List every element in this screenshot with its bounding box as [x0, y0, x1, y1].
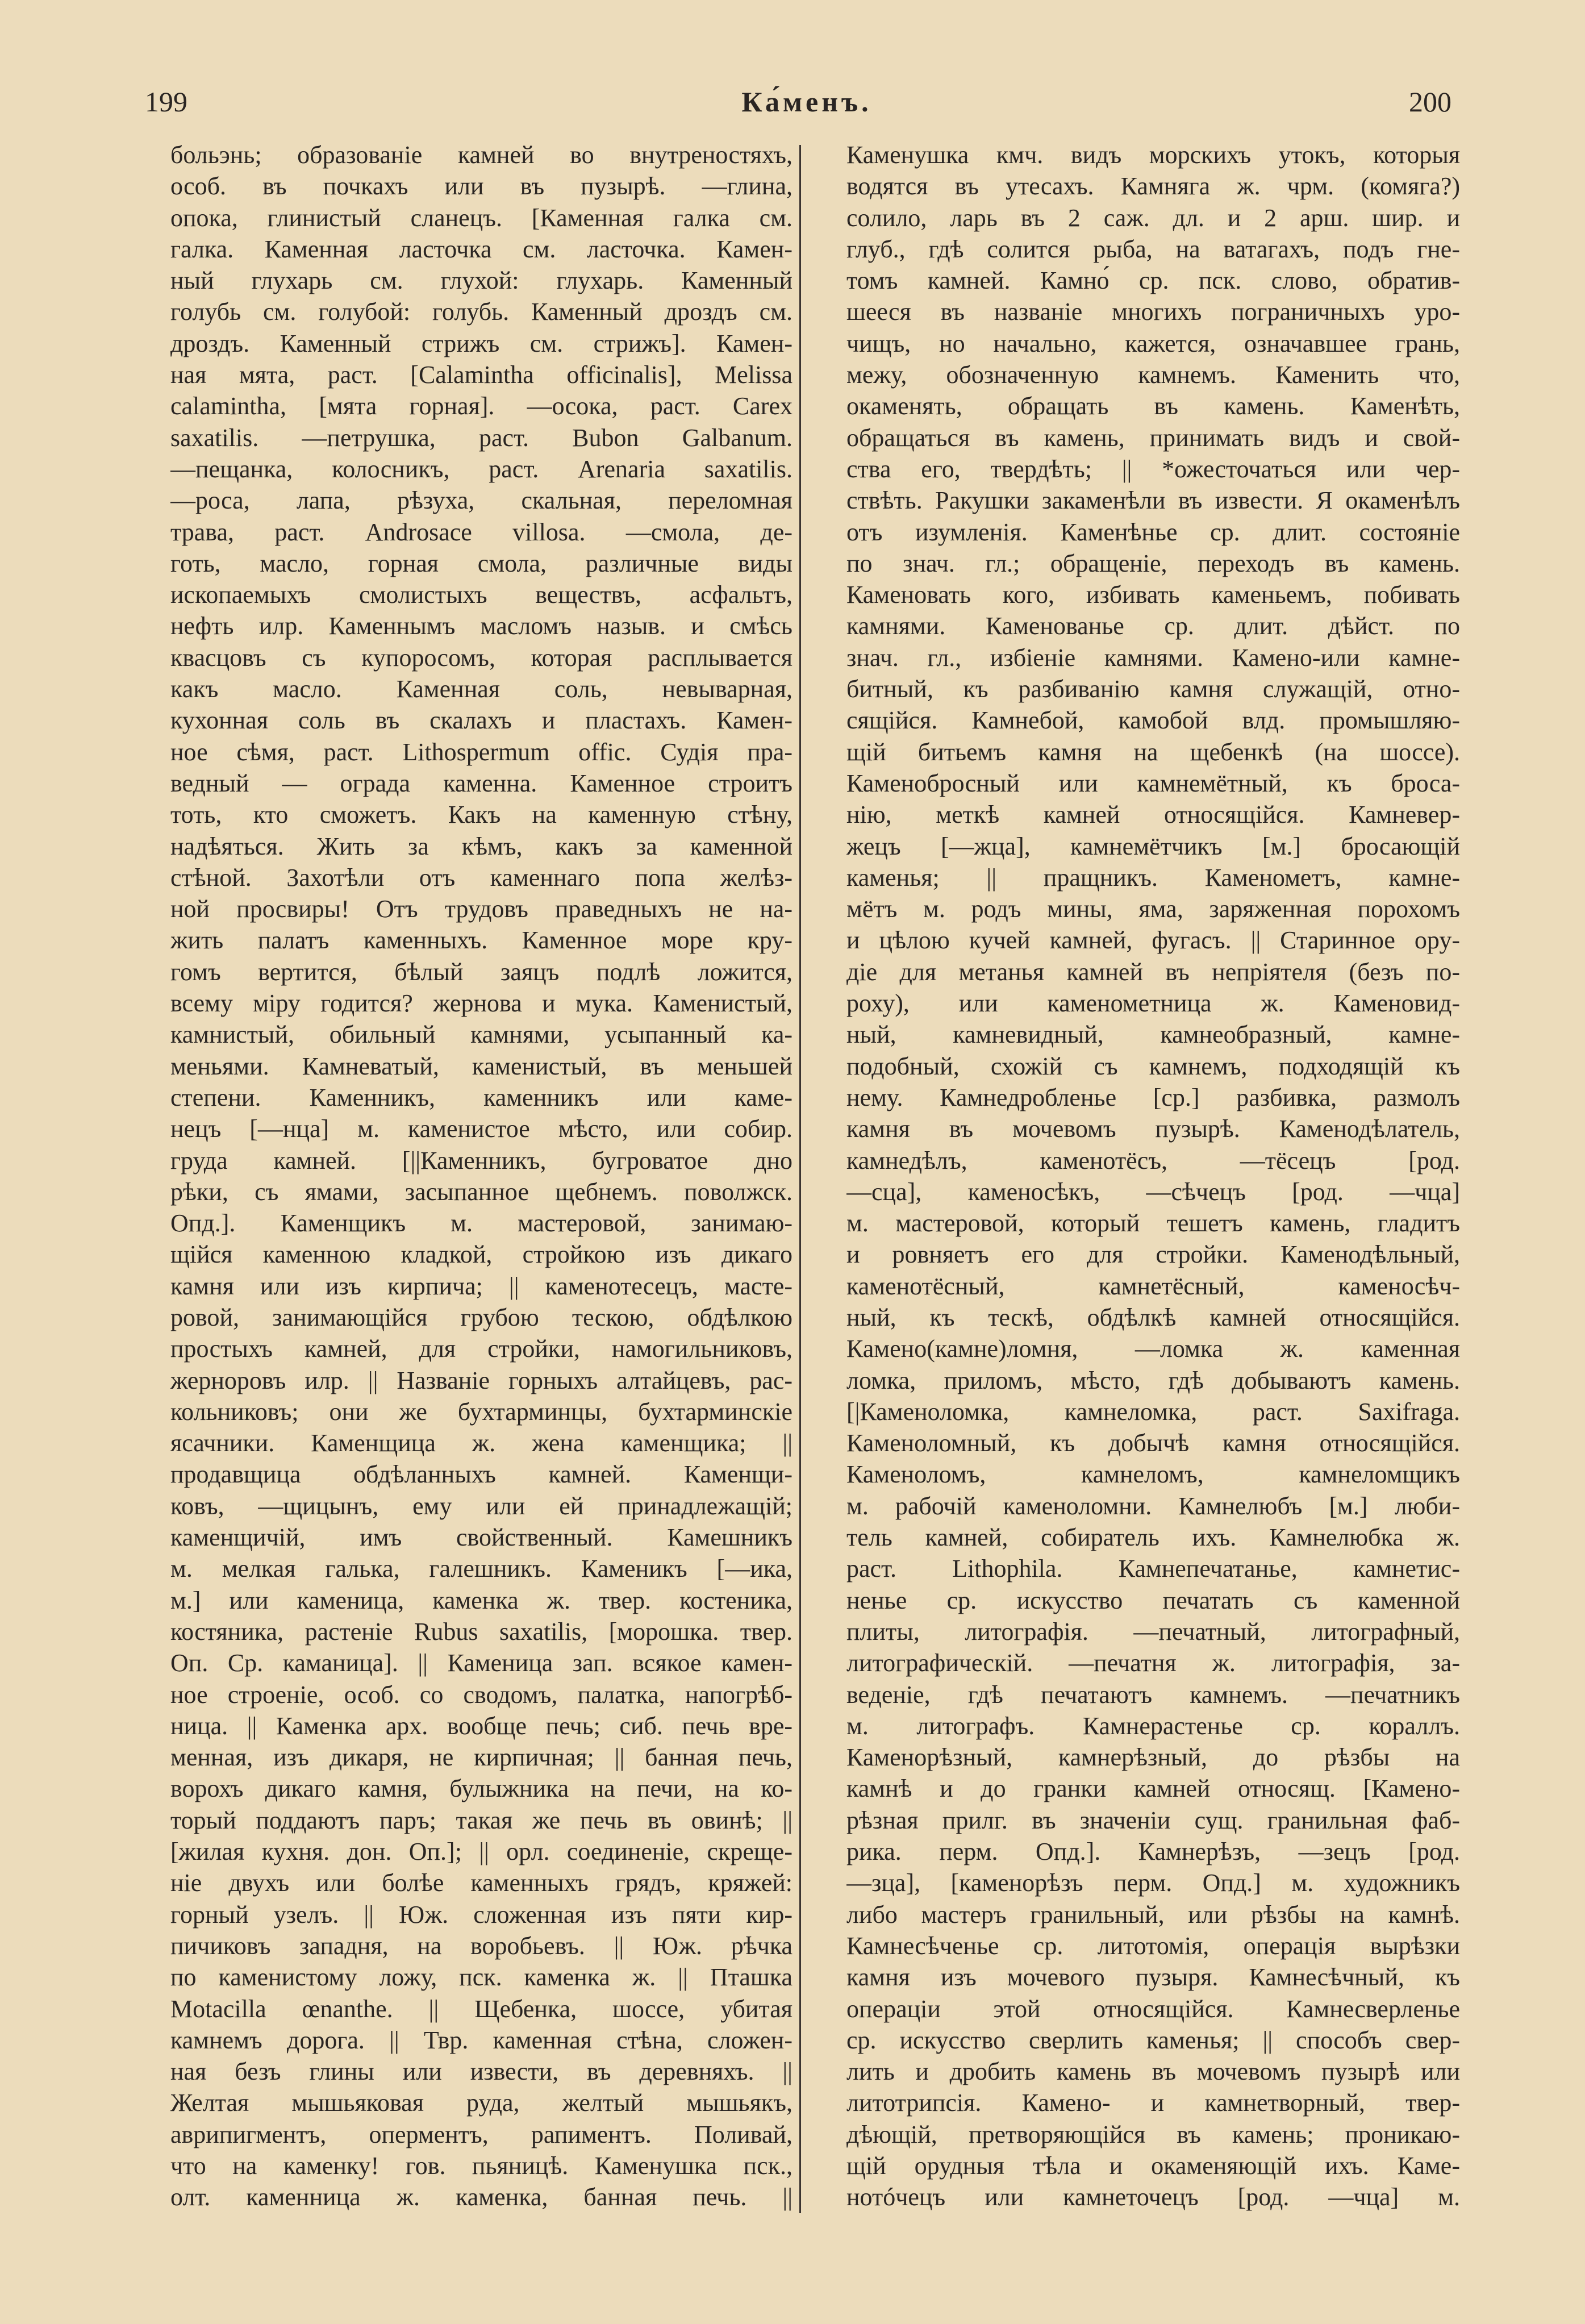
- text-line: камнями. Каменованье ср. длит. дѣйст. по: [846, 612, 1460, 640]
- text-line: плиты, литографія. —печатный, литографный,: [846, 1617, 1460, 1646]
- text-line: —сца], каменосѣкъ, —сѣчецъ [род. —чца]: [846, 1177, 1460, 1206]
- text-line: тель камней, собиратель ихъ. Камнелюбка ж.: [846, 1523, 1460, 1552]
- right-column: [846, 139, 1460, 2213]
- running-head: Ка́менъ.: [741, 86, 872, 118]
- text-line: груда камней. [||Каменникъ, бугроватое дно: [170, 1146, 792, 1175]
- text-line: обращаться въ камень, принимать видъ и свой-: [846, 423, 1460, 452]
- text-line: аврипигментъ, оперментъ, рапиментъ. Поливай,: [170, 2120, 792, 2148]
- text-line: мётъ м. родъ мины, яма, заряженная порохомъ: [846, 895, 1460, 923]
- text-line: Каменобросный или камнемётный, къ броса-: [846, 769, 1460, 797]
- text-line: м. мелкая галька, галешникъ. Каменикъ [—ика,: [170, 1555, 792, 1583]
- text-line: ный глухарь см. глухой: глухарь. Каменный: [170, 266, 792, 295]
- text-line: рѣки, съ ямами, засыпанное щебнемъ. поволжск.: [170, 1177, 792, 1206]
- text-line: нію, меткѣ камней относящійся. Камневер-: [846, 801, 1460, 829]
- text-line: камнѣ и до гранки камней относящ. [Камено-: [846, 1775, 1460, 1803]
- text-line: глуб., гдѣ солится рыба, на ватагахъ, подъ гне-: [846, 235, 1460, 263]
- text-line: ясачники. Каменщица ж. жена каменщика; ||: [170, 1429, 792, 1457]
- text-line: дроздъ. Каменный стрижъ см. стрижъ]. Камен-: [170, 329, 792, 357]
- text-line: опока, глинистый сланецъ. [Каменная галка см.: [170, 203, 792, 232]
- text-line: литотрипсія. Камено- и камнетворный, твер-: [846, 2089, 1460, 2117]
- text-line: знач. гл., избіеніе камнями. Камено-или камне-: [846, 643, 1460, 672]
- text-line: горный узелъ. || Юж. сложенная изъ пяти кир-: [170, 1900, 792, 1929]
- text-line: щій орудныя тѣла и окаменяющій ихъ. Каме-: [846, 2152, 1460, 2180]
- text-line: saxatilis. —петрушка, раст. Bubon Galbanum.: [170, 423, 792, 452]
- text-line: гомъ вертится, бѣлый заяцъ подлѣ ложится,: [170, 957, 792, 986]
- text-line: окаменять, обращать въ камень. Каменѣть,: [846, 392, 1460, 420]
- text-line: ср. искусство сверлить каменья; || способъ свер-: [846, 2026, 1460, 2054]
- text-line: голубь см. голубой: голубь. Каменный дроздъ см.: [170, 298, 792, 326]
- text-line: ница. || Каменка арх. вообще печь; сиб. печь вре-: [170, 1711, 792, 1740]
- text-line: галка. Каменная ласточка см. ласточка. Камен-: [170, 235, 792, 263]
- text-line: стѣной. Захотѣли отъ каменнаго попа желѣз-: [170, 863, 792, 892]
- text-line: ства его, твердѣть; || *ожесточаться или чер-: [846, 455, 1460, 483]
- text-line: щійся каменною кладкой, стройкою изъ дикаго: [170, 1240, 792, 1269]
- text-line: меньями. Камневатый, каменистый, въ меньшей: [170, 1052, 792, 1080]
- text-line: calamintha, [мята горная]. —осока, раст. Carex: [170, 392, 792, 420]
- text-line: солило, ларь въ 2 саж. дл. и 2 арш. шир. и: [846, 203, 1460, 232]
- text-line: ніе двухъ или болѣе каменныхъ грядъ, кряжей:: [170, 1869, 792, 1897]
- text-line: камнистый, обильный камнями, усыпанный ка-: [170, 1021, 792, 1049]
- text-line: ненье ср. искусство печатать съ каменной: [846, 1586, 1460, 1614]
- text-line: камня въ мочевомъ пузырѣ. Каменодѣлатель,: [846, 1115, 1460, 1143]
- text-line: Желтая мышьяковая руда, желтый мышьякъ,: [170, 2089, 792, 2117]
- text-line: Каменушка кмч. видъ морскихъ утокъ, которыя: [846, 141, 1460, 169]
- text-line: пичиковъ западня, на воробьевъ. || Юж. рѣчка: [170, 1931, 792, 1960]
- text-line: отъ изумленія. Каменѣнье ср. длит. состояніе: [846, 518, 1460, 546]
- text-line: простыхъ камней, для стройки, намогильниковъ,: [170, 1335, 792, 1363]
- text-line: кухонная соль въ скалахъ и пластахъ. Камен-: [170, 706, 792, 735]
- text-line: нефть илр. Каменнымъ масломъ назыв. и смѣсь: [170, 612, 792, 640]
- text-line: нему. Камнедробленье [ср.] разбивка, размолъ: [846, 1083, 1460, 1111]
- text-line: Оп. Ср. каманица]. || Каменица зап. всякое камен-: [170, 1649, 792, 1677]
- text-line: ная мята, раст. [Calamintha officinalis], Melissa: [170, 361, 792, 389]
- text-line: лить и дробить камень въ мочевомъ пузырѣ или: [846, 2058, 1460, 2086]
- text-line: тоть, кто сможетъ. Какъ на каменную стѣну,: [170, 801, 792, 829]
- text-line: ровой, занимающійся грубою тескою, обдѣлкою: [170, 1303, 792, 1331]
- text-line: готь, масло, горная смола, различные виды: [170, 549, 792, 577]
- left-column: [170, 139, 792, 2213]
- text-line: костяника, растеніе Rubus saxatilis, [морошка. твер.: [170, 1617, 792, 1646]
- text-line: —зца], [каменорѣзъ перм. Опд.] м. художникъ: [846, 1869, 1460, 1897]
- text-line: дѣющій, претворяющійся въ камень; проникаю-: [846, 2120, 1460, 2148]
- text-line: каменья; || пращникъ. Каменометъ, камне-: [846, 863, 1460, 892]
- text-line: камнемъ дорога. || Твр. каменная стѣна, сложен-: [170, 2026, 792, 2054]
- text-line: [|Каменоломка, камнеломка, раст. Saxifraga.: [846, 1397, 1460, 1426]
- text-line: Камнесѣченье ср. литотомія, операція вырѣзки: [846, 1931, 1460, 1960]
- text-line: трава, раст. Androsace villosa. —смола, де-: [170, 518, 792, 546]
- text-line: сящійся. Камнебой, камобой влд. промышляю-: [846, 706, 1460, 735]
- text-line: камня или изъ кирпича; || каменотесецъ, масте-: [170, 1272, 792, 1300]
- text-line: ископаемыхъ смолистыхъ веществъ, асфальтъ,: [170, 581, 792, 609]
- text-line: и ровняетъ его для стройки. Каменодѣльный,: [846, 1240, 1460, 1269]
- text-line: раст. Lithophila. Камнепечатанье, камнетис-: [846, 1555, 1460, 1583]
- text-line: рѣзная прилг. въ значеніи сущ. гранильная фаб-: [846, 1806, 1460, 1834]
- text-line: жецъ [—жца], камнемётчикъ [м.] бросающій: [846, 832, 1460, 860]
- text-line: —роса, лапа, рѣзуха, скальная, переломная: [170, 486, 792, 515]
- text-line: межу, обозначенную камнемъ. Каменить что,: [846, 361, 1460, 389]
- text-line: ствѣть. Ракушки закаменѣли въ извести. Я окаменѣлъ: [846, 486, 1460, 515]
- text-line: либо мастеръ гранильный, или рѣзбы на камнѣ.: [846, 1900, 1460, 1929]
- text-line: ный, камневидный, камнеобразный, камне-: [846, 1021, 1460, 1049]
- text-line: ная безъ глины или извести, въ деревняхъ. ||: [170, 2058, 792, 2086]
- text-line: каменщичій, имъ свойственный. Камешникъ: [170, 1523, 792, 1552]
- text-line: веденіе, гдѣ печатаютъ камнемъ. —печатникъ: [846, 1680, 1460, 1709]
- text-line: по каменистому ложу, пск. каменка ж. || Пташка: [170, 1963, 792, 1992]
- text-line: ведный — ограда каменна. Каменное строитъ: [170, 769, 792, 797]
- text-line: жерноровъ илр. || Названіе горныхъ алтайцевъ, рас-: [170, 1366, 792, 1394]
- text-line: Каменоломъ, камнеломъ, камнеломщикъ: [846, 1460, 1460, 1489]
- text-line: какъ масло. Каменная соль, невыварная,: [170, 675, 792, 703]
- column-divider: [799, 145, 801, 2213]
- text-line: м. мастеровой, который тешетъ камень, гладитъ: [846, 1209, 1460, 1238]
- text-line: ное сѣмя, раст. Lithospermum offic. Судія пра-: [170, 738, 792, 766]
- text-line: что на каменку! гов. пьяницѣ. Каменушка пск.,: [170, 2152, 792, 2180]
- text-line: больэнь; образованіе камней во внутреностяхъ,: [170, 141, 792, 169]
- text-line: особ. въ почкахъ или въ пузырѣ. —глина,: [170, 172, 792, 201]
- text-line: Каменоломный, къ добычѣ камня относящійся.: [846, 1429, 1460, 1457]
- text-line: олт. каменница ж. каменка, банная печь. ||: [170, 2183, 792, 2211]
- text-line: чищъ, но начально, кажется, означавшее грань,: [846, 329, 1460, 357]
- text-line: ный, къ тескѣ, обдѣлкѣ камней относящійся.: [846, 1303, 1460, 1331]
- text-line: шееся въ названіе многихъ пограничныхъ уро-: [846, 298, 1460, 326]
- text-line: Каменорѣзный, камнерѣзный, до рѣзбы на: [846, 1743, 1460, 1772]
- text-line: роху), или каменометница ж. Каменовид-: [846, 989, 1460, 1018]
- text-line: степени. Каменникъ, каменникъ или каме-: [170, 1083, 792, 1111]
- text-line: рика. перм. Опд.]. Камнерѣзъ, —зецъ [род.: [846, 1838, 1460, 1866]
- text-line: надѣяться. Жить за кѣмъ, какъ за каменной: [170, 832, 792, 860]
- text-line: нотóчецъ или камнеточецъ [род. —чца] м.: [846, 2183, 1460, 2211]
- page-number-left: 199: [145, 86, 187, 118]
- text-line: Каменовать кого, избивать каменьемъ, побивать: [846, 581, 1460, 609]
- text-line: продавщица обдѣланныхъ камней. Каменщи-: [170, 1460, 792, 1489]
- text-line: діе для метанья камней въ непріятеля (безъ по-: [846, 957, 1460, 986]
- text-line: менная, изъ дикаря, не кирпичная; || банная печь,: [170, 1743, 792, 1772]
- text-line: Motacilla œnanthe. || Щебенка, шоссе, убитая: [170, 1994, 792, 2023]
- text-line: томъ камней. Камно́ ср. пск. слово, обратив-: [846, 266, 1460, 295]
- text-line: щій битьемъ камня на щебенкѣ (на шоссе).: [846, 738, 1460, 766]
- text-line: ковъ, —щицынъ, ему или ей принадлежащій;: [170, 1492, 792, 1520]
- text-line: Камено(камне)ломня, —ломка ж. каменная: [846, 1335, 1460, 1363]
- text-line: [жилая кухня. дон. Оп.]; || орл. соединеніе, скреще-: [170, 1838, 792, 1866]
- text-line: м.] или каменица, каменка ж. твер. костеника,: [170, 1586, 792, 1614]
- text-line: подобный, схожій съ камнемъ, подходящій къ: [846, 1052, 1460, 1080]
- text-line: водятся въ утесахъ. Камняга ж. чрм. (комяга?): [846, 172, 1460, 201]
- page-number-right: 200: [1409, 86, 1451, 118]
- text-line: жить палатъ каменныхъ. Каменное море кру-: [170, 926, 792, 955]
- text-line: литографическій. —печатня ж. литографія, за-: [846, 1649, 1460, 1677]
- text-line: торый поддаютъ паръ; такая же печь въ овинѣ; ||: [170, 1806, 792, 1834]
- text-line: битный, къ разбиванію камня служащій, отно-: [846, 675, 1460, 703]
- text-line: Опд.]. Каменщикъ м. мастеровой, занимаю-: [170, 1209, 792, 1238]
- text-line: ворохъ дикаго камня, булыжника на печи, на ко-: [170, 1775, 792, 1803]
- text-line: каменотёсный, камнетёсный, каменосѣч-: [846, 1272, 1460, 1300]
- text-line: —пещанка, колосникъ, раст. Arenaria saxatilis.: [170, 455, 792, 483]
- text-line: и цѣлою кучей камней, фугасъ. || Старинное ору-: [846, 926, 1460, 955]
- text-line: нецъ [—нца] м. каменистое мѣсто, или собир.: [170, 1115, 792, 1143]
- text-line: ное строеніе, особ. со сводомъ, палатка, напогрѣб-: [170, 1680, 792, 1709]
- text-line: камнедѣлъ, каменотёсъ, —тёсецъ [род.: [846, 1146, 1460, 1175]
- text-line: кольниковъ; они же бухтарминцы, бухтарминскіе: [170, 1397, 792, 1426]
- text-line: ной просвиры! Отъ трудовъ праведныхъ не на-: [170, 895, 792, 923]
- text-line: по знач. гл.; обращеніе, переходъ въ камень.: [846, 549, 1460, 577]
- text-line: квасцовъ съ купоросомъ, которая расплывается: [170, 643, 792, 672]
- text-line: м. рабочій каменоломни. Камнелюбъ [м.] люби-: [846, 1492, 1460, 1520]
- text-line: всему міру годится? жернова и мука. Каменистый,: [170, 989, 792, 1018]
- text-line: камня изъ мочевого пузыря. Камнесѣчный, къ: [846, 1963, 1460, 1992]
- text-line: ломка, приломъ, мѣсто, гдѣ добываютъ камень.: [846, 1366, 1460, 1394]
- text-line: операціи этой относящійся. Камнесверленье: [846, 1994, 1460, 2023]
- text-line: м. литографъ. Камнерастенье ср. кораллъ.: [846, 1711, 1460, 1740]
